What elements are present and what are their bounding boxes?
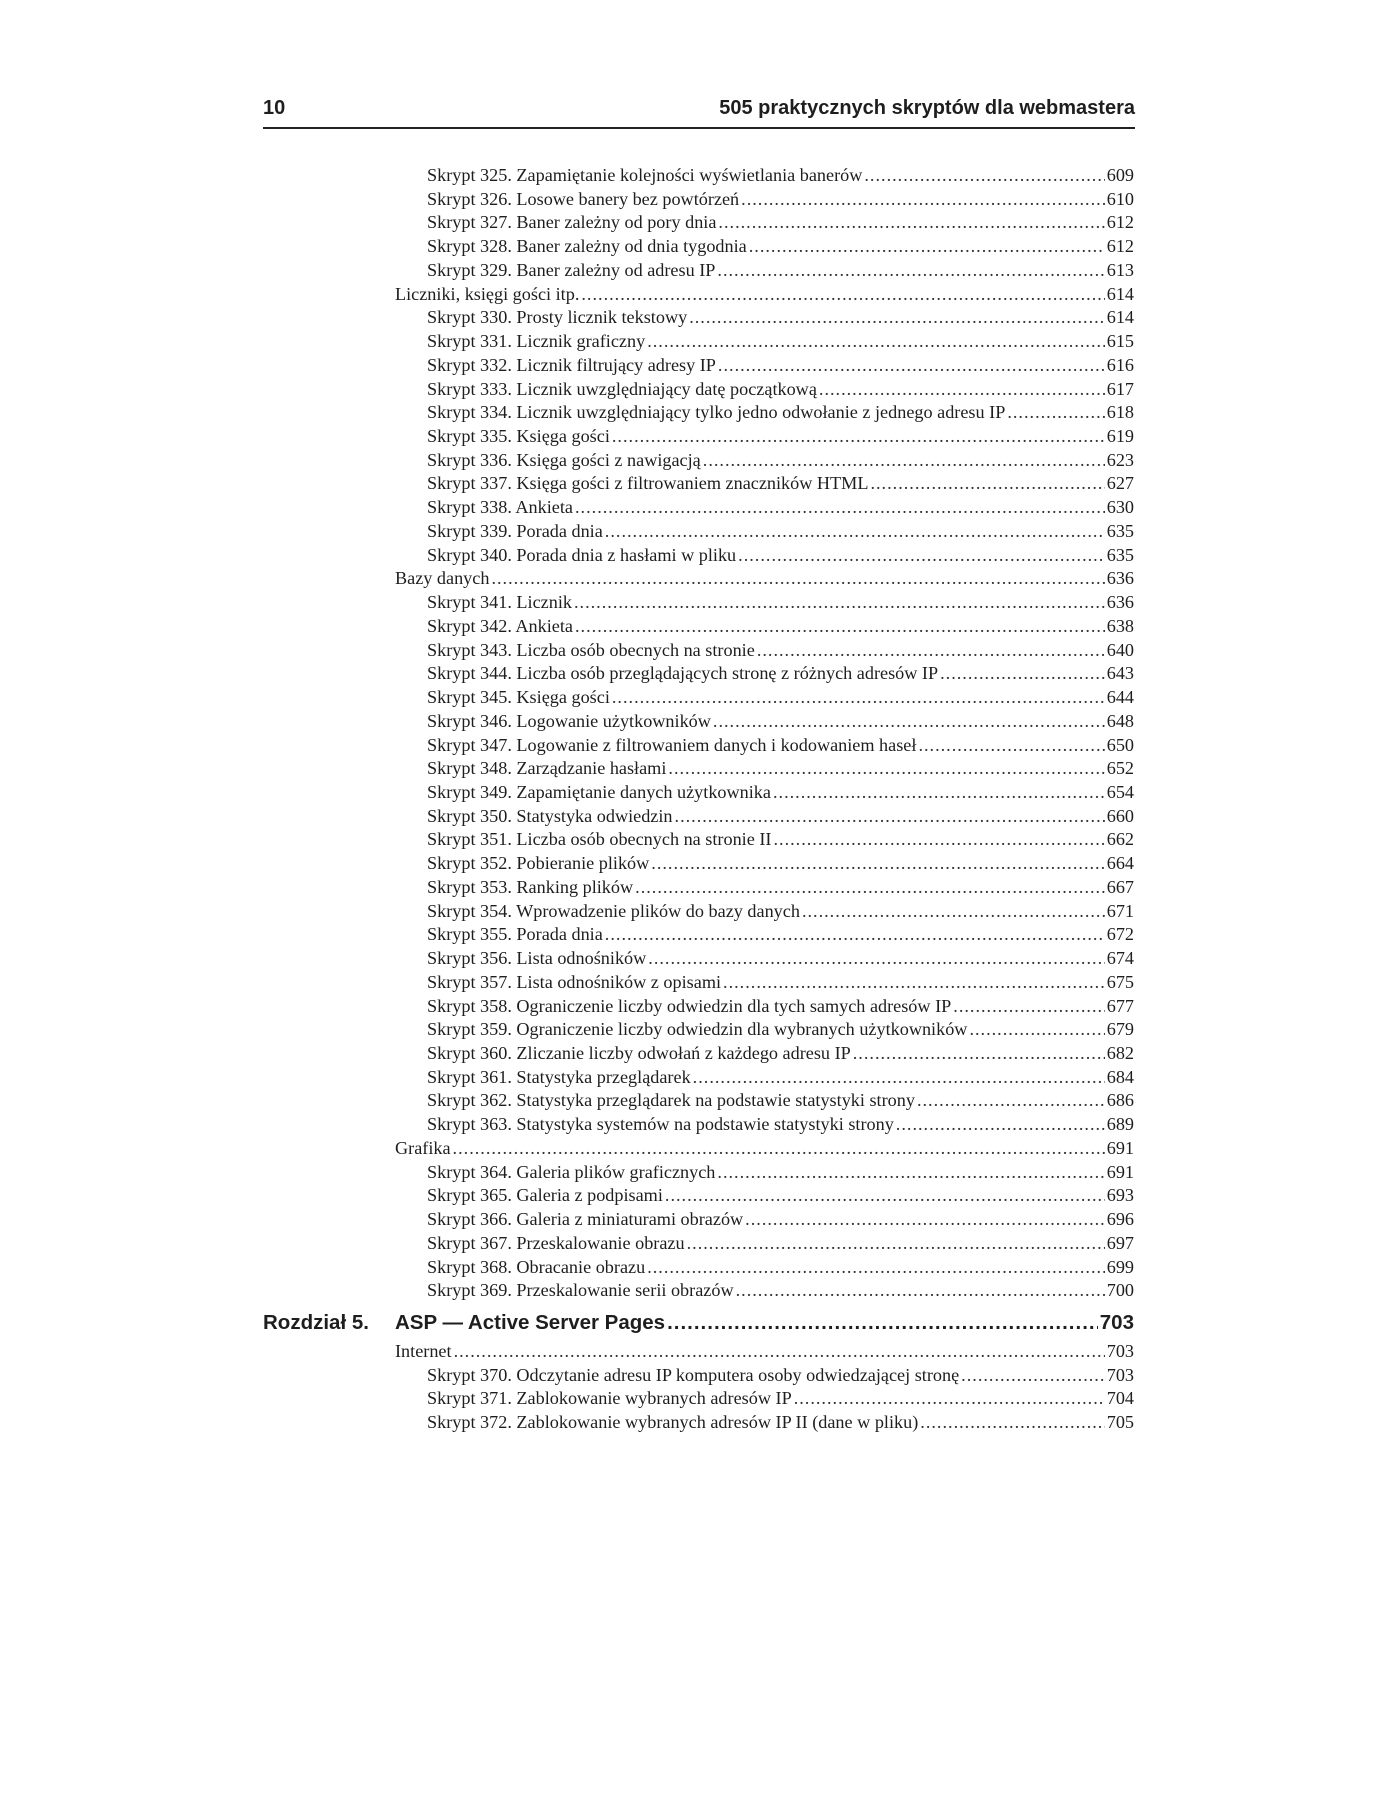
toc-entry-page: 654 bbox=[1106, 781, 1134, 802]
leader-dots bbox=[802, 899, 1105, 923]
chapter-heading bbox=[263, 1311, 1134, 1339]
toc-entry-page: 609 bbox=[1106, 165, 1134, 185]
leader-dots bbox=[718, 353, 1105, 377]
leader-dots bbox=[969, 1017, 1104, 1041]
leader-dots bbox=[718, 210, 1104, 234]
toc-entry-page: 697 bbox=[1106, 1232, 1134, 1253]
toc-entry-page: 696 bbox=[1106, 1209, 1134, 1230]
toc-entry-title: Skrypt 332. Licznik filtrujący adresy IP bbox=[427, 354, 716, 375]
leader-dots bbox=[940, 661, 1105, 685]
leader-dots bbox=[675, 804, 1105, 828]
toc-entry-page: 700 bbox=[1106, 1280, 1134, 1301]
toc-entry-page: 614 bbox=[1106, 307, 1134, 328]
leader-dots bbox=[819, 377, 1105, 401]
toc-entry-page: 648 bbox=[1106, 710, 1134, 731]
toc-entry-title: Skrypt 328. Baner zależny od dnia tygodnia bbox=[427, 236, 747, 257]
toc-entry-title: Skrypt 352. Pobieranie plików bbox=[427, 853, 650, 874]
leader-dots bbox=[687, 1231, 1105, 1255]
toc-script-row bbox=[427, 1278, 1134, 1302]
chapter-page: 703 bbox=[1099, 1311, 1134, 1334]
toc-script-row bbox=[427, 543, 1134, 567]
toc-section-row bbox=[395, 566, 1134, 590]
leader-dots bbox=[917, 1088, 1105, 1112]
leader-dots bbox=[918, 733, 1104, 757]
toc-section-row bbox=[395, 1136, 1134, 1160]
toc-entry-page: 703 bbox=[1106, 1341, 1134, 1361]
toc-script-row bbox=[427, 258, 1134, 282]
toc-entry-title: Skrypt 357. Lista odnośników z opisami bbox=[427, 971, 722, 992]
toc-script-row bbox=[427, 329, 1134, 353]
toc-entry-page: 660 bbox=[1106, 805, 1134, 826]
toc-entry-title: Skrypt 325. Zapamiętanie kolejności wyświetlania banerów bbox=[427, 165, 863, 185]
toc-script-row bbox=[427, 590, 1134, 614]
leader-dots bbox=[693, 1065, 1105, 1089]
toc-script-row bbox=[427, 1207, 1134, 1231]
toc-script-row bbox=[427, 305, 1134, 329]
leader-dots bbox=[668, 756, 1104, 780]
toc-entry-title: Skrypt 356. Lista odnośników bbox=[427, 948, 647, 969]
toc-script-row bbox=[427, 1363, 1134, 1387]
toc-entry-page: 679 bbox=[1106, 1019, 1134, 1040]
leader-dots bbox=[454, 1339, 1105, 1363]
toc-entry-title: Skrypt 344. Liczba osób przeglądających stronę z różnych adresów IP bbox=[427, 663, 939, 684]
toc-entry-page: 619 bbox=[1106, 426, 1134, 447]
leader-dots bbox=[853, 1041, 1105, 1065]
leader-dots bbox=[920, 1410, 1104, 1434]
toc-entry-page: 630 bbox=[1106, 497, 1134, 518]
leader-dots bbox=[1007, 400, 1104, 424]
leader-dots bbox=[605, 519, 1105, 543]
toc-entry-page: 672 bbox=[1106, 924, 1134, 945]
toc-script-row bbox=[427, 827, 1134, 851]
chapter-title: ASP — Active Server Pages bbox=[395, 1311, 666, 1334]
toc-entry-page: 638 bbox=[1106, 615, 1134, 636]
toc-section-row bbox=[395, 1339, 1134, 1363]
toc-section-row bbox=[395, 282, 1134, 306]
chapter-label: Rozdział 5. bbox=[263, 1311, 369, 1334]
toc-entry-page: 627 bbox=[1106, 473, 1134, 494]
toc-script-row bbox=[427, 234, 1134, 258]
toc-entry-title: Skrypt 345. Księga gości bbox=[427, 687, 610, 708]
toc-entry-page: 671 bbox=[1106, 900, 1134, 921]
leader-dots bbox=[896, 1112, 1105, 1136]
toc-entry-page: 705 bbox=[1106, 1412, 1134, 1433]
toc-entry-page: 664 bbox=[1106, 853, 1134, 874]
toc-script-row bbox=[427, 946, 1134, 970]
toc-script-row bbox=[427, 1386, 1134, 1410]
page-number: 10 bbox=[263, 97, 286, 119]
toc-entry-title: Skrypt 343. Liczba osób obecnych na stronie bbox=[427, 639, 755, 660]
leader-dots bbox=[575, 614, 1105, 638]
toc-script-row bbox=[427, 1410, 1134, 1434]
toc-entry-page: 617 bbox=[1106, 378, 1134, 399]
toc-script-row bbox=[427, 1065, 1134, 1089]
toc-script-row bbox=[427, 400, 1134, 424]
leader-dots bbox=[717, 1160, 1104, 1184]
toc-entry-title: Skrypt 365. Galeria z podpisami bbox=[427, 1185, 663, 1206]
toc-entry-page: 699 bbox=[1106, 1256, 1134, 1277]
toc-entry-page: 636 bbox=[1106, 568, 1134, 589]
toc-script-row bbox=[427, 471, 1134, 495]
toc-script-row bbox=[427, 780, 1134, 804]
leader-dots bbox=[574, 590, 1105, 614]
leader-dots bbox=[703, 448, 1105, 472]
page-header bbox=[263, 95, 1135, 129]
leader-dots bbox=[749, 234, 1105, 258]
leader-dots bbox=[651, 851, 1104, 875]
toc-entry-page: 691 bbox=[1106, 1137, 1134, 1158]
toc-entry-title: Skrypt 355. Porada dnia bbox=[427, 924, 603, 945]
toc-entry-page: 652 bbox=[1106, 758, 1134, 779]
toc-entry-title: Skrypt 351. Liczba osób obecnych na stronie II bbox=[427, 829, 772, 850]
leader-dots bbox=[953, 994, 1104, 1018]
toc-entry-title: Skrypt 341. Licznik bbox=[427, 592, 572, 613]
toc-entry-page: 677 bbox=[1106, 995, 1134, 1016]
toc-entry-title: Skrypt 329. Baner zależny od adresu IP bbox=[427, 259, 716, 280]
leader-dots bbox=[491, 566, 1104, 590]
toc-entry-title: Skrypt 330. Prosty licznik tekstowy bbox=[427, 307, 688, 328]
toc-script-row bbox=[427, 1255, 1134, 1279]
toc-entry-page: 636 bbox=[1106, 592, 1134, 613]
toc-entry-page: 618 bbox=[1106, 402, 1134, 423]
toc-entry-page: 704 bbox=[1106, 1388, 1134, 1409]
toc-script-row bbox=[427, 875, 1134, 899]
toc-script-row bbox=[427, 804, 1134, 828]
toc-entry-title: Skrypt 371. Zablokowanie wybranych adresów IP bbox=[427, 1388, 792, 1409]
toc-script-row bbox=[427, 922, 1134, 946]
leader-dots bbox=[612, 685, 1105, 709]
toc-entry-title: Skrypt 349. Zapamiętanie danych użytkownika bbox=[427, 781, 771, 802]
toc-entry-title: Skrypt 337. Księga gości z filtrowaniem znaczników HTML bbox=[427, 473, 869, 494]
leader-dots bbox=[717, 258, 1104, 282]
toc-entry-title: Skrypt 338. Ankieta bbox=[427, 497, 573, 518]
leader-dots bbox=[605, 922, 1105, 946]
leader-dots bbox=[453, 1136, 1105, 1160]
toc-entry-title: Skrypt 336. Księga gości z nawigacją bbox=[427, 449, 701, 470]
toc-entry-page: 674 bbox=[1106, 948, 1134, 969]
toc-entry-title: Skrypt 366. Galeria z miniaturami obrazów bbox=[427, 1209, 744, 1230]
toc-script-row bbox=[427, 210, 1134, 234]
toc-entry-page: 616 bbox=[1106, 354, 1134, 375]
toc-entry-title: Skrypt 364. Galeria plików graficznych bbox=[427, 1161, 716, 1182]
toc-script-row bbox=[427, 899, 1134, 923]
toc-entry-page: 686 bbox=[1106, 1090, 1134, 1111]
toc-entry-title: Skrypt 333. Licznik uwzględniający datę początkową bbox=[427, 378, 817, 399]
leader-dots bbox=[961, 1363, 1105, 1387]
toc-script-row bbox=[427, 377, 1134, 401]
toc-entry-page: 693 bbox=[1106, 1185, 1134, 1206]
leader-dots bbox=[773, 780, 1105, 804]
toc-script-row bbox=[427, 448, 1134, 472]
toc-entry-page: 675 bbox=[1106, 971, 1134, 992]
leader-dots bbox=[713, 709, 1105, 733]
toc-script-row bbox=[427, 163, 1134, 187]
toc-entry-page: 640 bbox=[1106, 639, 1134, 660]
toc-entry-title: Skrypt 354. Wprowadzenie plików do bazy danych bbox=[427, 900, 800, 921]
toc-entry-title: Skrypt 353. Ranking plików bbox=[427, 876, 634, 897]
toc-entry-title: Skrypt 342. Ankieta bbox=[427, 615, 573, 636]
toc-script-row bbox=[427, 733, 1134, 757]
toc-script-row bbox=[427, 1112, 1134, 1136]
toc-entry-title: Skrypt 327. Baner zależny od pory dnia bbox=[427, 212, 717, 233]
leader-dots bbox=[575, 495, 1105, 519]
toc-entry-title: Skrypt 350. Statystyka odwiedzin bbox=[427, 805, 673, 826]
leader-dots bbox=[612, 424, 1105, 448]
leader-dots bbox=[635, 875, 1105, 899]
toc-script-row bbox=[427, 353, 1134, 377]
toc-script-row bbox=[427, 1160, 1134, 1184]
leader-dots bbox=[736, 1278, 1105, 1302]
leader-dots bbox=[648, 946, 1104, 970]
toc-script-row bbox=[427, 709, 1134, 733]
toc-entry-page: 623 bbox=[1106, 449, 1134, 470]
toc-entry-page: 612 bbox=[1106, 236, 1134, 257]
leader-dots bbox=[741, 187, 1105, 211]
toc-entry-title: Skrypt 359. Ograniczenie liczby odwiedzin dla wybranych użytkowników bbox=[427, 1019, 968, 1040]
toc-entry-title: Skrypt 362. Statystyka przeglądarek na podstawie statystyki strony bbox=[427, 1090, 915, 1111]
leader-dots bbox=[738, 543, 1105, 567]
toc-script-row bbox=[427, 519, 1134, 543]
leader-dots bbox=[745, 1207, 1105, 1231]
leader-dots bbox=[665, 1183, 1105, 1207]
toc-entry-page: 689 bbox=[1106, 1114, 1134, 1135]
toc-entry-title: Skrypt 339. Porada dnia bbox=[427, 520, 603, 541]
toc-entry-title: Skrypt 370. Odczytanie adresu IP komputera osoby odwiedzającej stronę bbox=[427, 1364, 960, 1385]
leader-dots bbox=[647, 1255, 1105, 1279]
leader-dots bbox=[757, 638, 1105, 662]
toc-entry-page: 610 bbox=[1106, 188, 1134, 209]
toc-entry-page: 635 bbox=[1106, 520, 1134, 541]
leader-dots bbox=[870, 471, 1104, 495]
toc-entry-page: 644 bbox=[1106, 687, 1134, 708]
toc-entry-page: 684 bbox=[1106, 1066, 1134, 1087]
leader-dots bbox=[794, 1386, 1105, 1410]
toc-entry-title: Skrypt 331. Licznik graficzny bbox=[427, 331, 646, 352]
toc-script-row bbox=[427, 1183, 1134, 1207]
toc-entry-title: Skrypt 334. Licznik uwzględniający tylko jedno odwołanie z jednego adresu IP bbox=[427, 402, 1006, 423]
toc-entry-title: Skrypt 347. Logowanie z filtrowaniem danych i kodowaniem haseł bbox=[427, 734, 917, 755]
toc-entry-page: 667 bbox=[1106, 876, 1134, 897]
toc-entry-title: Skrypt 368. Obracanie obrazu bbox=[427, 1256, 646, 1277]
toc-entry-page: 682 bbox=[1106, 1043, 1134, 1063]
leader-dots bbox=[864, 163, 1104, 187]
toc-script-row bbox=[427, 1231, 1134, 1255]
toc-entry-title: Skrypt 372. Zablokowanie wybranych adresów IP II (dane w pliku) bbox=[427, 1412, 919, 1433]
toc-entry-page: 615 bbox=[1106, 331, 1134, 352]
toc-entry-title: Skrypt 346. Logowanie użytkowników bbox=[427, 710, 711, 731]
toc-entry-page: 703 bbox=[1106, 1364, 1134, 1385]
toc-script-row bbox=[427, 1017, 1134, 1041]
toc-entry-title: Skrypt 358. Ograniczenie liczby odwiedzin dla tych samych adresów IP bbox=[427, 995, 952, 1016]
toc-entry-page: 662 bbox=[1106, 829, 1134, 850]
toc-script-row bbox=[427, 1041, 1134, 1065]
toc-entry-title: Grafika bbox=[395, 1137, 451, 1158]
toc-script-row bbox=[427, 495, 1134, 519]
leader-dots bbox=[689, 305, 1105, 329]
toc-entry-title: Skrypt 369. Przeskalowanie serii obrazów bbox=[427, 1280, 734, 1301]
toc-entry-page: 643 bbox=[1106, 663, 1134, 684]
toc-entry-title: Skrypt 348. Zarządzanie hasłami bbox=[427, 758, 667, 779]
leader-dots bbox=[667, 1311, 1098, 1335]
leader-dots bbox=[723, 970, 1105, 994]
toc-script-row bbox=[427, 661, 1134, 685]
toc-script-row bbox=[427, 685, 1134, 709]
toc-script-row bbox=[427, 970, 1134, 994]
toc-script-row bbox=[427, 851, 1134, 875]
toc-entry-title: Skrypt 363. Statystyka systemów na podstawie statystyki strony bbox=[427, 1114, 894, 1135]
toc-script-row bbox=[427, 756, 1134, 780]
leader-dots bbox=[647, 329, 1105, 353]
leader-dots bbox=[581, 282, 1104, 306]
toc-entry-page: 612 bbox=[1106, 212, 1134, 233]
toc-entry-title: Skrypt 326. Losowe banery bez powtórzeń bbox=[427, 188, 740, 209]
leader-dots bbox=[773, 827, 1104, 851]
running-title: 505 praktycznych skryptów dla webmastera bbox=[719, 97, 1135, 119]
toc-entry-title: Skrypt 367. Przeskalowanie obrazu bbox=[427, 1232, 685, 1253]
toc-entry-page: 613 bbox=[1106, 259, 1134, 280]
toc-script-row bbox=[427, 187, 1134, 211]
toc-entry-title: Liczniki, księgi gości itp. bbox=[395, 283, 580, 304]
toc-entry-page: 650 bbox=[1106, 734, 1134, 755]
toc-entry-title: Skrypt 361. Statystyka przeglądarek bbox=[427, 1066, 691, 1087]
toc-entry-title: Skrypt 360. Zliczanie liczby odwołań z każdego adresu IP bbox=[427, 1043, 851, 1063]
toc-entry-page: 691 bbox=[1106, 1161, 1134, 1182]
toc-entry-title: Skrypt 335. Księga gości bbox=[427, 426, 610, 447]
toc-entry-page: 635 bbox=[1106, 544, 1134, 565]
toc-entry-title: Skrypt 340. Porada dnia z hasłami w pliku bbox=[427, 544, 737, 565]
toc-script-row bbox=[427, 1088, 1134, 1112]
toc-entry-title: Bazy danych bbox=[395, 568, 490, 589]
toc-script-row bbox=[427, 638, 1134, 662]
toc-script-row bbox=[427, 424, 1134, 448]
toc-script-row bbox=[427, 994, 1134, 1018]
toc-entry-title: Internet bbox=[395, 1341, 452, 1361]
toc-entry-page: 614 bbox=[1106, 283, 1134, 304]
toc-script-row bbox=[427, 614, 1134, 638]
